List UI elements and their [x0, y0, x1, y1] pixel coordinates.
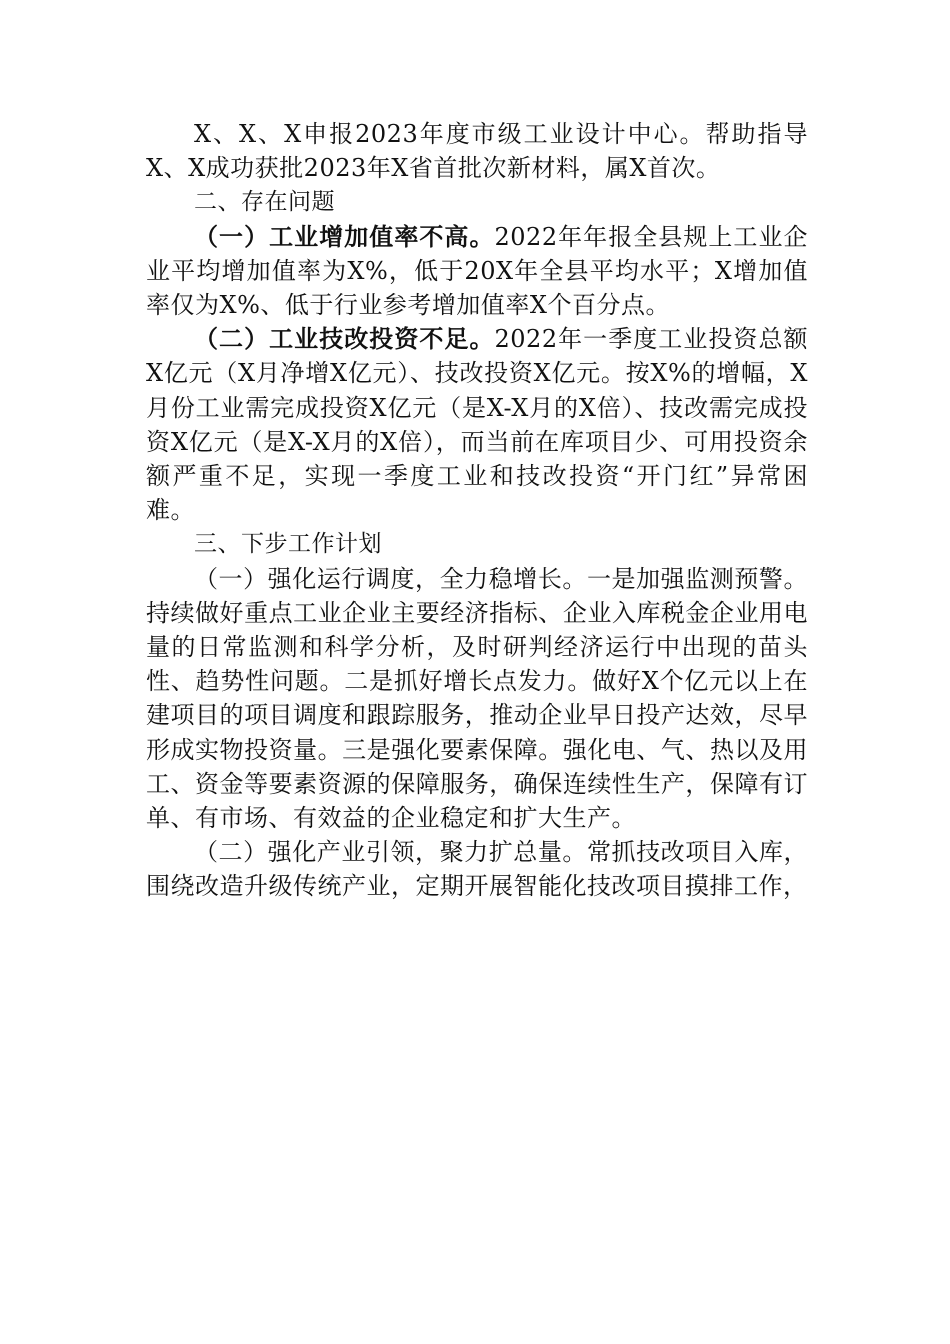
problem-item-2-body: 2022年一季度工业投资总额X亿元（X月净增X亿元）、技改投资X亿元。按X%的增幅，X月份工业需完成投资X亿元（是X-X月的X倍）、技改需完成投资X亿元（是X-X月的X倍），而当前在库项目少、可用投资余额严重不足，实现一季度工业和技改投资“开门红”异常困难。 — [146, 325, 809, 525]
plan-item-1-body: 一是加强监测预警。持续做好重点工业企业主要经济指标、企业入库税金企业用电量的日常监测和科学分析，及时研判经济运行中出现的苗头性、趋势性问题。二是抓好增长点发力。做好X个亿元以上在建项目的项目调度和跟踪服务，推动企业早日投产达效，尽早形成实物投资量。三是强化要素保障。强化电、气、热以及用工、资金等要素资源的保障服务，确保连续性生产，保障有订单、有市场、有效益的企业稳定和扩大生产。 — [146, 564, 808, 833]
document-page — [146, 117, 808, 904]
plan-item-2-body: 常抓技改项目入库，围绕改造升级传统产业，定期开展智能化技改项目摸排工作， — [146, 838, 808, 901]
problem-item-2-lead: （二）工业技改投资不足。 — [194, 325, 495, 354]
plan-item-2-lead: （二）强化产业引领，聚力扩总量。 — [194, 838, 587, 867]
plan-item-1 — [146, 562, 808, 836]
intro-paragraph: X、X、X申报2023年度市级工业设计中心。帮助指导X、X成功获批2023年X省首批次新材料，属X首次。 — [146, 120, 808, 183]
plan-item-1-lead: （一）强化运行调度，全力稳增长。 — [194, 564, 587, 593]
plan-item-2 — [146, 835, 808, 903]
section-heading-problems: 二、存在问题 — [194, 189, 335, 216]
problem-item-1 — [146, 220, 808, 323]
section-heading-plans: 三、下步工作计划 — [194, 531, 382, 558]
problem-item-2 — [146, 322, 808, 527]
problem-item-1-lead: （一）工业增加值率不高。 — [194, 222, 495, 251]
problem-item-1-body: 2022年年报全县规上工业企业平均增加值率为X%，低于20X年全县平均水平；X增加值率仅为X%、低于行业参考增加值率X个百分点。 — [146, 222, 809, 320]
